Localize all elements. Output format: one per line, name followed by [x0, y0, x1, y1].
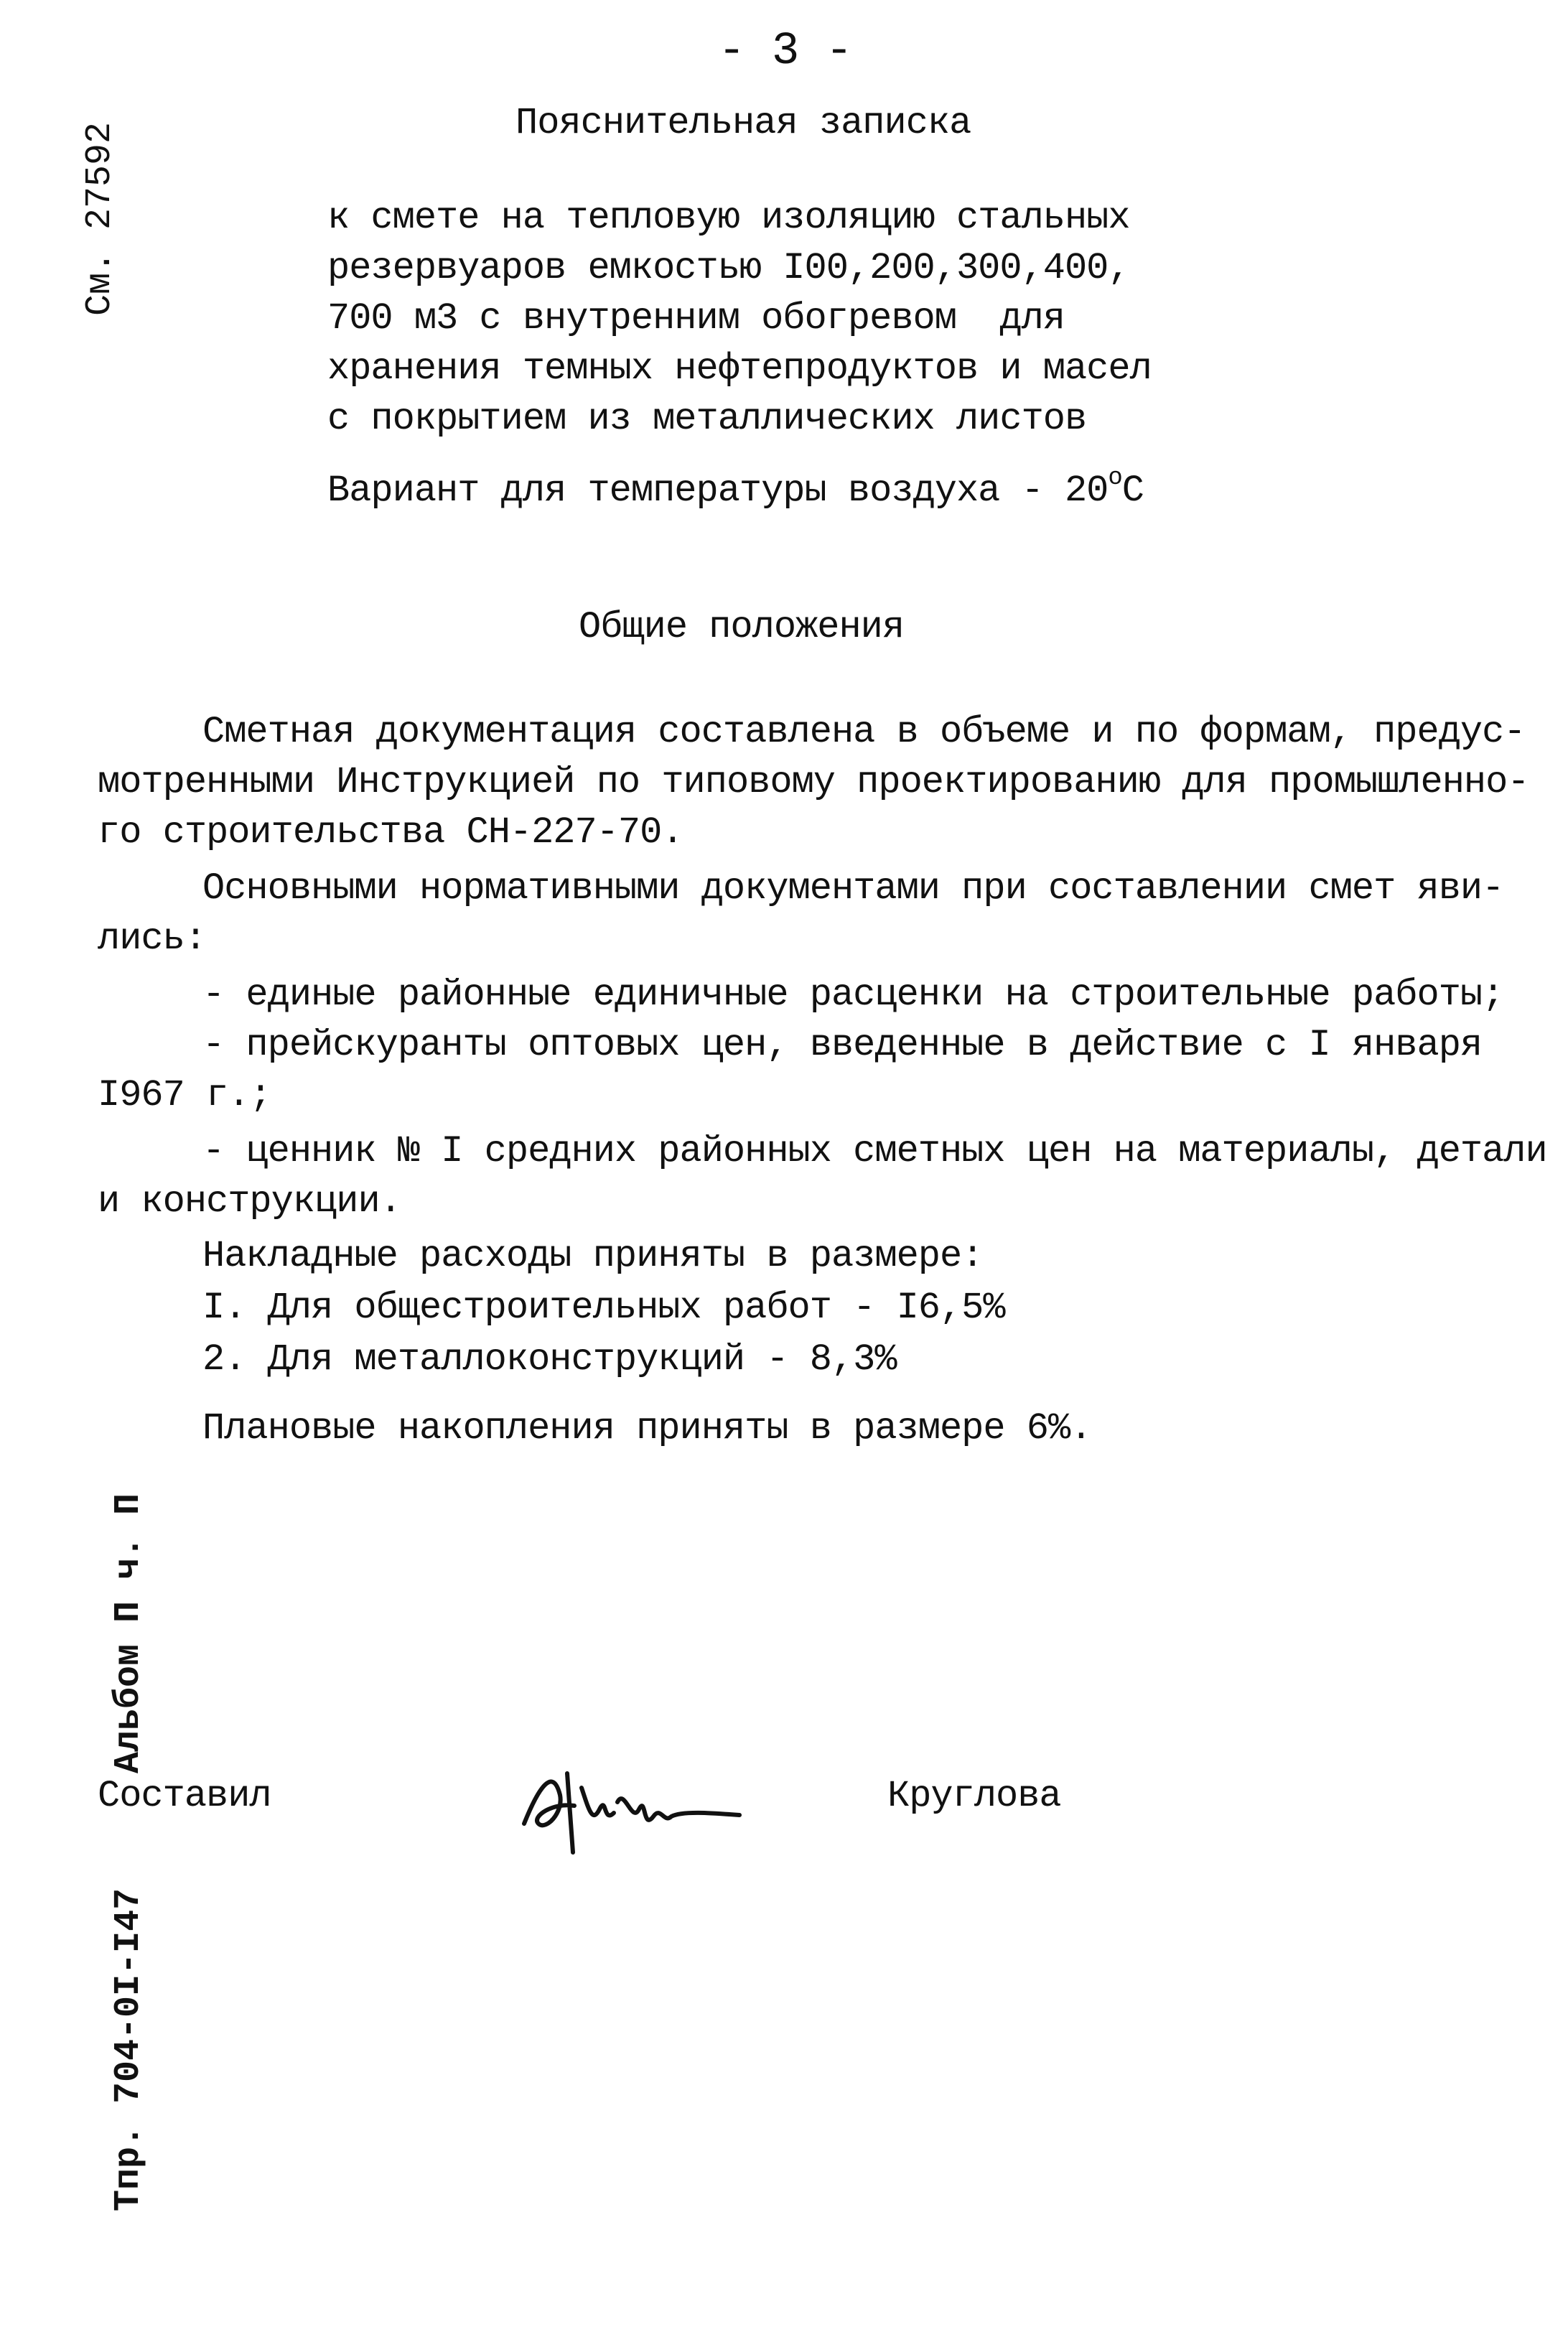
body-line: I. Для общестроительных работ - I6,5% — [202, 1287, 1005, 1329]
variant-text: Вариант для температуры воздуха - 20 — [327, 470, 1109, 512]
compiled-by-label: Составил — [98, 1775, 271, 1817]
margin-reference-note: См. 27592 — [80, 121, 121, 316]
body-line: Плановые накопления приняты в размере 6%. — [202, 1407, 1092, 1450]
body-line: и конструкции. — [98, 1180, 401, 1223]
signature-image — [517, 1745, 747, 1867]
page-number: - 3 - — [718, 26, 853, 78]
body-line: Сметная документация составлена в объеме и по формам, предус- — [202, 711, 1526, 753]
body-line: 2. Для металлоконструкций - 8,3% — [202, 1338, 897, 1381]
body-line: мотренными Инструкцией по типовому проектированию для промышленно- — [98, 761, 1529, 803]
body-line: - прейскуранты оптовых цен, введенные в действие с I января — [202, 1024, 1483, 1066]
body-line: - единые районные единичные расценки на строительные работы; — [202, 974, 1504, 1016]
subtitle-line: резервуаров емкостью I00,200,300,400, — [327, 247, 1130, 289]
body-line: Основными нормативными документами при составлении смет яви- — [202, 867, 1504, 910]
section-heading: Общие положения — [579, 606, 905, 648]
temperature-variant — [327, 465, 1144, 514]
degree-sign: o — [1108, 465, 1122, 492]
margin-project-code: Тпр. 704-0I-I47 — [108, 1888, 149, 2211]
subtitle-line: к смете на тепловую изоляцию стальных — [327, 197, 1130, 239]
body-line: лись: — [98, 918, 207, 960]
subtitle-line: 700 м3 с внутренним обогревом для — [327, 297, 1065, 340]
subtitle-line: с покрытием из металлических листов — [327, 398, 1087, 440]
body-line: I967 г.; — [98, 1074, 271, 1116]
body-line: Накладные расходы приняты в размере: — [202, 1235, 984, 1277]
subtitle-line: хранения темных нефтепродуктов и масел — [327, 348, 1152, 390]
compiler-name: Круглова — [887, 1775, 1061, 1817]
margin-album-note: Альбом П ч. П — [108, 1493, 149, 1773]
variant-unit: С — [1121, 470, 1144, 512]
body-line: го строительства СН-227-70. — [98, 811, 683, 854]
body-line: - ценник № I средних районных сметных цен на материалы, детали — [202, 1130, 1547, 1172]
document-title: Пояснительная записка — [515, 102, 971, 144]
